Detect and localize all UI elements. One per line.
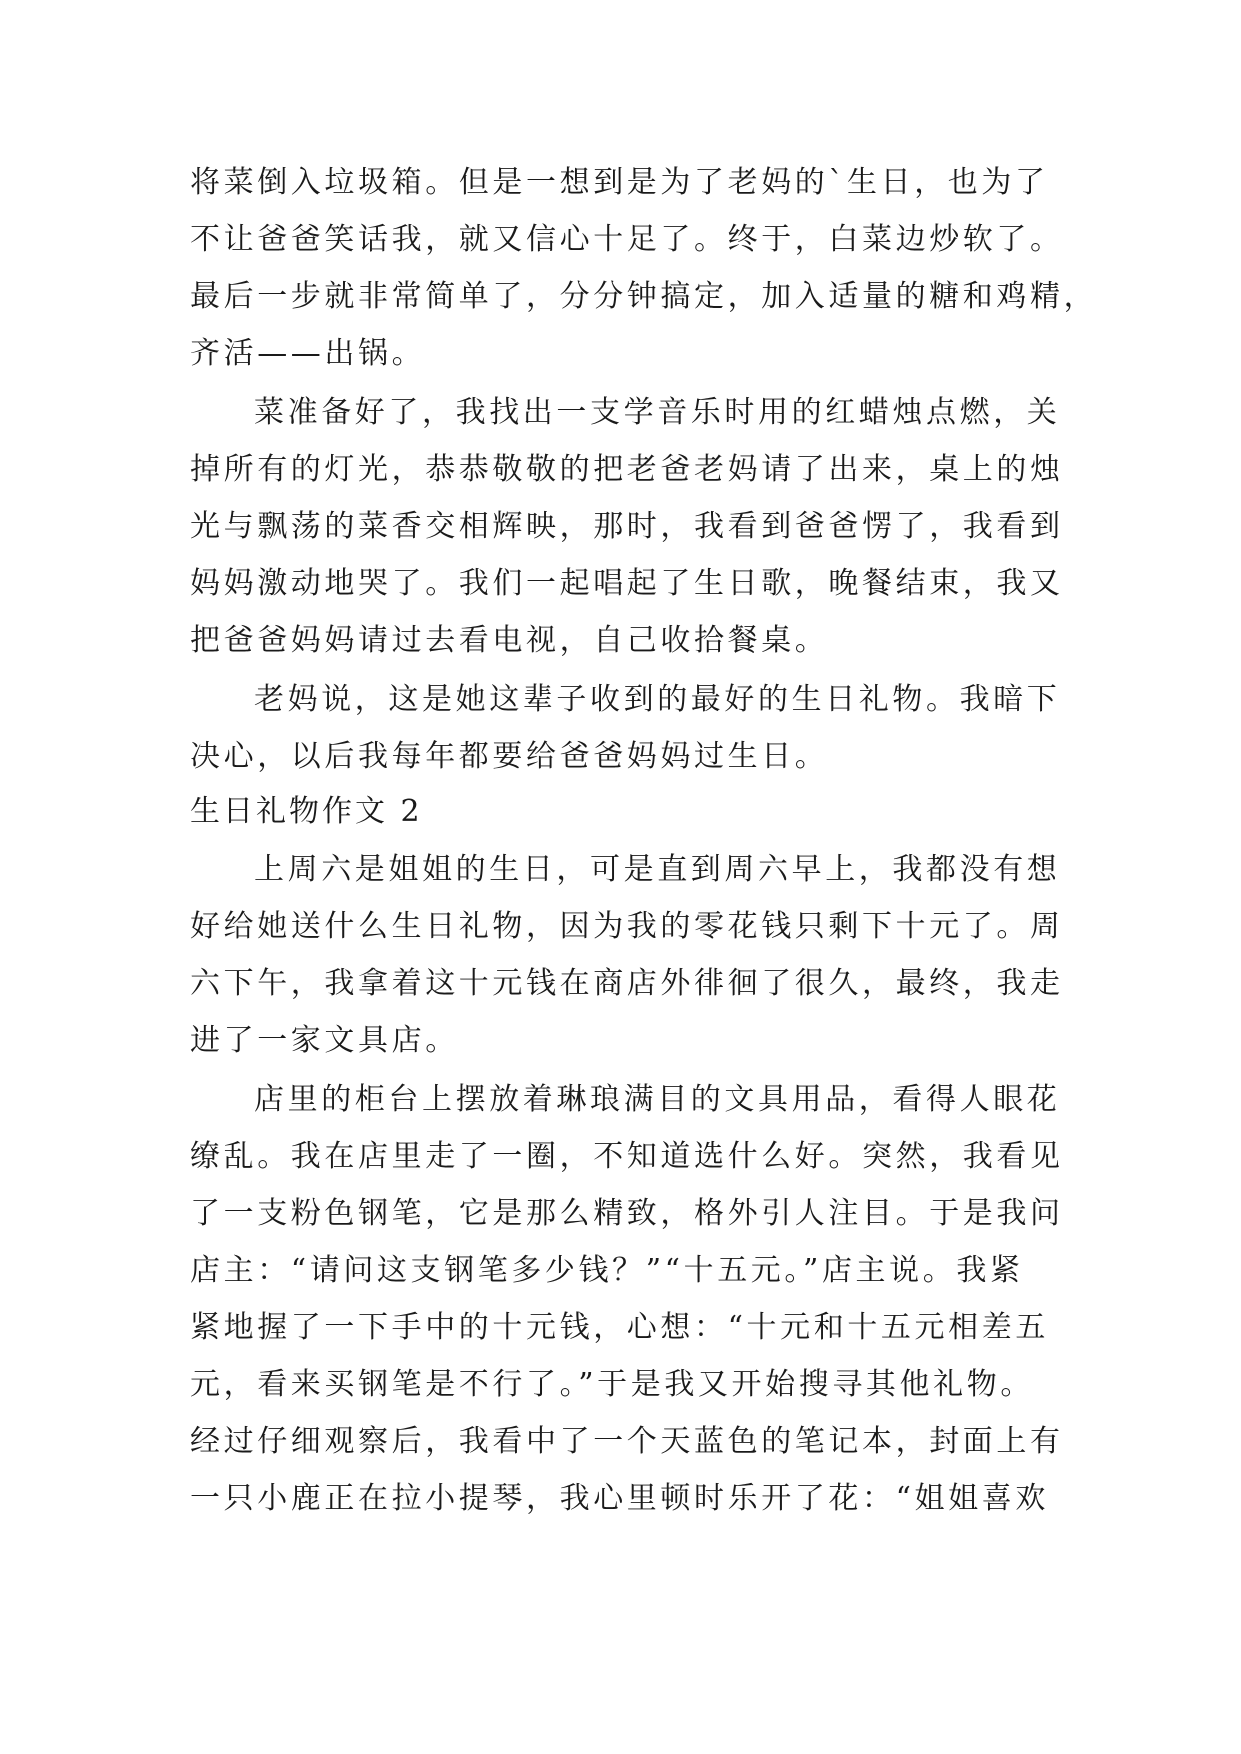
text-line: 经过仔细观察后，我看中了一个天蓝色的笔记本，封面上有 <box>190 1424 1064 1459</box>
paragraph-first-line: 上周六是姐姐的生日，可是直到周六早上，我都没有想 <box>254 852 1061 887</box>
text-line: 好给她送什么生日礼物，因为我的零花钱只剩下十元了。周 <box>190 909 1064 944</box>
text-line: 六下午，我拿着这十元钱在商店外徘徊了很久，最终，我走 <box>190 966 1064 1001</box>
text-line: 光与飘荡的菜香交相辉映，那时，我看到爸爸愣了，我看到 <box>190 509 1064 544</box>
text-line: 将菜倒入垃圾箱。但是一想到是为了老妈的`生日，也为了 <box>190 165 1049 200</box>
text-line: 一只小鹿正在拉小提琴，我心里顿时乐开了花：“姐姐喜欢 <box>190 1481 1049 1516</box>
text-line: 店主：“请问这支钢笔多少钱？”“十五元。”店主说。我紧 <box>190 1253 1024 1288</box>
paragraph-first-line: 菜准备好了，我找出一支学音乐时用的红蜡烛点燃，关 <box>254 395 1061 430</box>
text-line: 齐活——出锅。 <box>190 336 426 371</box>
text-line: 把爸爸妈妈请过去看电视，自己收拾餐桌。 <box>190 623 829 658</box>
text-line: 元，看来买钢笔是不行了。”于是我又开始搜寻其他礼物。 <box>190 1367 1034 1402</box>
text-line: 缭乱。我在店里走了一圈，不知道选什么好。突然，我看见 <box>190 1139 1064 1174</box>
paragraph-first-line: 老妈说，这是她这辈子收到的最好的生日礼物。我暗下 <box>254 682 1061 717</box>
paragraph-first-line: 店里的柜台上摆放着琳琅满目的文具用品，看得人眼花 <box>254 1082 1061 1117</box>
text-line: 妈妈激动地哭了。我们一起唱起了生日歌，晚餐结束，我又 <box>190 566 1064 601</box>
text-line: 最后一步就非常简单了，分分钟搞定，加入适量的糖和鸡精， <box>190 279 1098 314</box>
text-line: 进了一家文具店。 <box>190 1023 459 1058</box>
text-line: 不让爸爸笑话我，就又信心十足了。终于，白菜边炒软了。 <box>190 222 1064 257</box>
text-line: 掉所有的灯光，恭恭敬敬的把老爸老妈请了出来，桌上的烛 <box>190 452 1064 487</box>
text-line: 决心，以后我每年都要给爸爸妈妈过生日。 <box>190 739 829 774</box>
text-line: 了一支粉色钢笔，它是那么精致，格外引人注目。于是我问 <box>190 1196 1064 1231</box>
text-line: 紧地握了一下手中的十元钱，心想：“十元和十五元相差五 <box>190 1310 1049 1345</box>
section-heading: 生日礼物作文 2 <box>190 794 423 829</box>
